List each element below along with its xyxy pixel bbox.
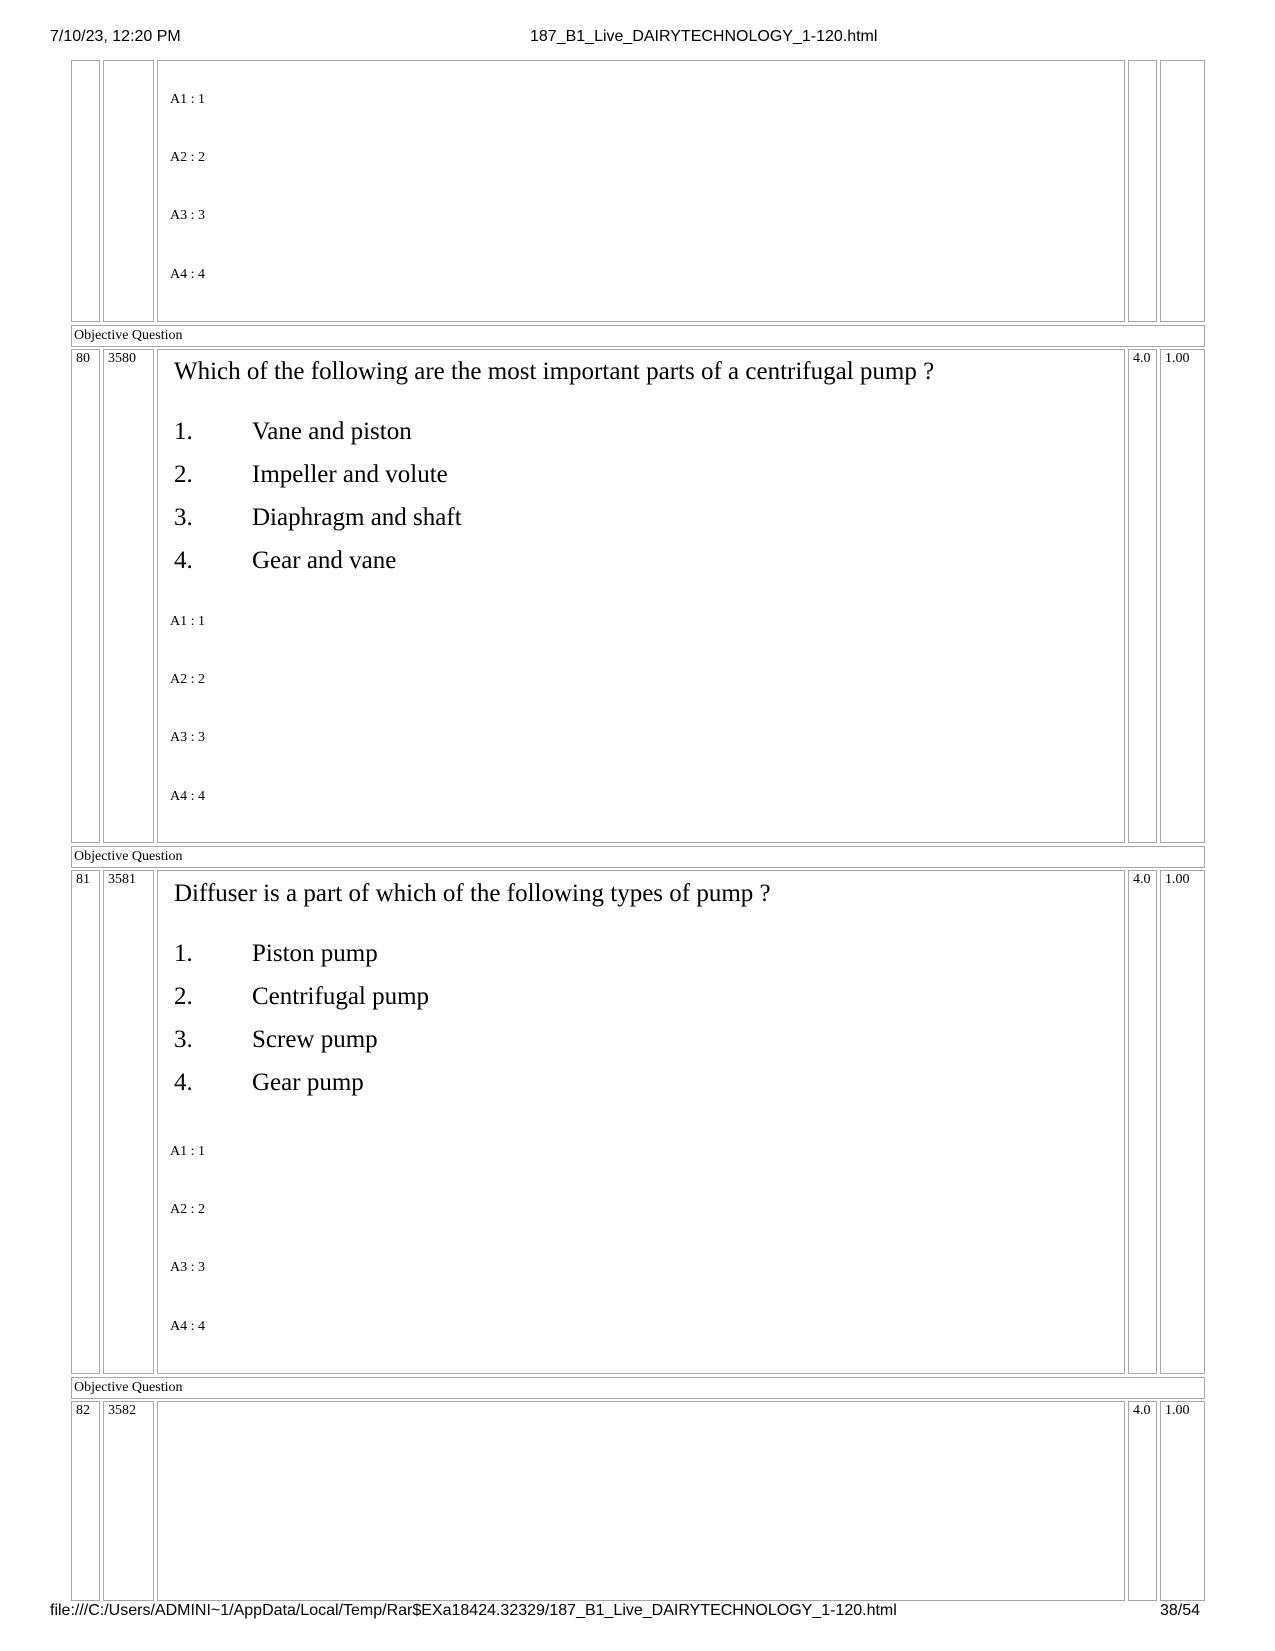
print-title: 187_B1_Live_DAIRYTECHNOLOGY_1-120.html [530, 28, 878, 45]
section-label: Objective Question [71, 846, 1205, 868]
option-number: 1. [174, 940, 193, 967]
option-text: Piston pump [252, 940, 378, 967]
question-negative-marks: 1.00 [1160, 870, 1205, 1374]
prev-answer-1: A1 : 1 [170, 92, 205, 107]
prev-body-cell [157, 60, 1125, 322]
question-id: 3580 [103, 349, 154, 843]
prev-marks-cell [1128, 60, 1157, 322]
option-text: Diaphragm and shaft [252, 504, 462, 531]
option-number: 4. [174, 547, 193, 574]
prev-neg-cell [1160, 60, 1205, 322]
answer-1: A1 : 1 [170, 614, 205, 629]
question-number: 81 [71, 870, 100, 1374]
print-page-number: 38/54 [1160, 1602, 1201, 1619]
option-number: 2. [174, 983, 193, 1010]
answer-2: A2 : 2 [170, 672, 205, 687]
answer-4: A4 : 4 [170, 1319, 205, 1334]
section-label: Objective Question [71, 1377, 1205, 1399]
answer-1: A1 : 1 [170, 1144, 205, 1159]
prev-answer-4: A4 : 4 [170, 267, 205, 282]
option-number: 3. [174, 1026, 193, 1053]
option-number: 1. [174, 418, 193, 445]
question-id: 3582 [103, 1401, 154, 1601]
prev-answer-2: A2 : 2 [170, 150, 205, 165]
option-text: Gear and vane [252, 547, 397, 574]
section-label: Objective Question [71, 325, 1205, 347]
question-id: 3581 [103, 870, 154, 1374]
question-negative-marks: 1.00 [1160, 1401, 1205, 1601]
option-text: Centrifugal pump [252, 983, 430, 1010]
question-text: Which of the following are the most important parts of a centrifugal pump ? [174, 358, 935, 385]
question-number: 82 [71, 1401, 100, 1601]
question-body-cell [157, 1401, 1125, 1601]
answer-3: A3 : 3 [170, 730, 205, 745]
answer-4: A4 : 4 [170, 789, 205, 804]
option-text: Impeller and volute [252, 461, 448, 488]
option-text: Vane and piston [252, 418, 412, 445]
option-number: 4. [174, 1069, 193, 1096]
prev-id-cell [103, 60, 154, 322]
print-datetime: 7/10/23, 12:20 PM [50, 28, 181, 45]
print-file-path: file:///C:/Users/ADMINI~1/AppData/Local/Temp/Rar$EXa18424.32329/187_B1_Live_DAIRYTECHNOLOGY_1-120.html [50, 1602, 897, 1619]
question-marks: 4.0 [1128, 349, 1157, 843]
answer-2: A2 : 2 [170, 1202, 205, 1217]
prev-answer-3: A3 : 3 [170, 208, 205, 223]
answer-3: A3 : 3 [170, 1260, 205, 1275]
question-marks: 4.0 [1128, 870, 1157, 1374]
question-text: Diffuser is a part of which of the following types of pump ? [174, 880, 771, 907]
question-marks: 4.0 [1128, 1401, 1157, 1601]
option-number: 2. [174, 461, 193, 488]
option-number: 3. [174, 504, 193, 531]
prev-num-cell [71, 60, 100, 322]
option-text: Screw pump [252, 1026, 378, 1053]
question-number: 80 [71, 349, 100, 843]
question-negative-marks: 1.00 [1160, 349, 1205, 843]
option-text: Gear pump [252, 1069, 364, 1096]
